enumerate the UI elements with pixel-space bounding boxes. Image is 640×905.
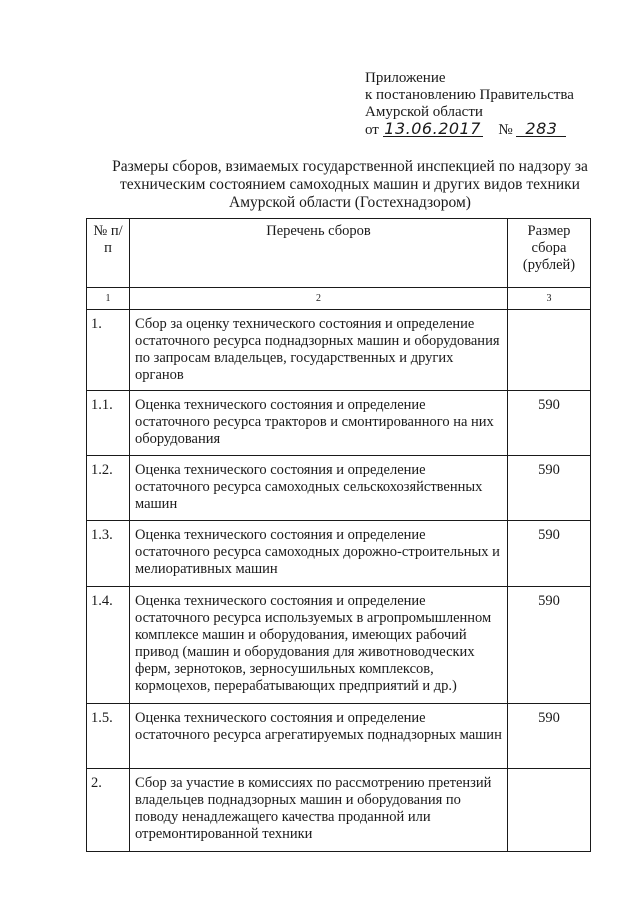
row-number: 1.3. bbox=[87, 521, 130, 587]
appendix-block bbox=[365, 70, 574, 139]
table-row bbox=[87, 769, 591, 852]
row-amount bbox=[508, 310, 591, 391]
row-fee-name: Сбор за участие в комиссиях по рассмотрению претензий владельцев поднадзорных машин и оборудования по поводу ненадлежащего качества проданной или отремонтированной техники bbox=[130, 769, 508, 852]
appendix-line-3: Амурской области bbox=[365, 104, 483, 120]
row-amount: 590 bbox=[508, 704, 591, 769]
column-index-2: 2 bbox=[130, 288, 508, 310]
handwritten-number: 283 bbox=[516, 121, 566, 137]
appendix-date-line bbox=[365, 121, 574, 139]
row-amount: 590 bbox=[508, 521, 591, 587]
row-number: 1.5. bbox=[87, 704, 130, 769]
column-index-row bbox=[87, 288, 591, 310]
row-fee-name: Оценка технического состояния и определение остаточного ресурса используемых в агропромышленном комплексе машин и оборудования, имеющих рабочий привод (машин и оборудования для животноводческих ферм, зернотоков, зерносушильных комплексов, кормоцехов, перерабатывающих предприятий и др.) bbox=[130, 587, 508, 704]
row-number: 1. bbox=[87, 310, 130, 391]
table-row bbox=[87, 456, 591, 521]
appendix-line-1: Приложение bbox=[365, 70, 446, 86]
row-fee-name: Сбор за оценку технического состояния и определение остаточного ресурса поднадзорных машин и оборудования по запросам владельцев, государственных и других органов bbox=[130, 310, 508, 391]
row-amount: 590 bbox=[508, 456, 591, 521]
handwritten-date: 13.06.2017 bbox=[384, 119, 481, 138]
appendix-line-2: к постановлению Правительства bbox=[365, 87, 574, 103]
column-index-3: 3 bbox=[508, 288, 591, 310]
row-fee-name: Оценка технического состояния и определение остаточного ресурса самоходных дорожно-строительных и мелиоративных машин bbox=[130, 521, 508, 587]
row-fee-name: Оценка технического состояния и определение остаточного ресурса агрегатируемых поднадзорных машин bbox=[130, 704, 508, 769]
row-number: 1.1. bbox=[87, 391, 130, 456]
row-number: 2. bbox=[87, 769, 130, 852]
row-amount bbox=[508, 769, 591, 852]
header-num: № п/п bbox=[87, 219, 130, 288]
row-fee-name: Оценка технического состояния и определение остаточного ресурса тракторов и смонтированного на них оборудования bbox=[130, 391, 508, 456]
table-row bbox=[87, 587, 591, 704]
number-label: № bbox=[498, 122, 513, 138]
row-amount: 590 bbox=[508, 587, 591, 704]
table-header-row bbox=[87, 219, 591, 288]
fees-table bbox=[86, 218, 591, 852]
row-amount: 590 bbox=[508, 391, 591, 456]
header-amount: Размер сбора (рублей) bbox=[508, 219, 591, 288]
document-title: Размеры сборов, взимаемых государственной инспекцией по надзору за техническим состоянием самоходных машин и других видов техники Амурской области (Гостехнадзором) bbox=[112, 158, 588, 211]
row-number: 1.4. bbox=[87, 587, 130, 704]
column-index-1: 1 bbox=[87, 288, 130, 310]
row-fee-name: Оценка технического состояния и определение остаточного ресурса самоходных сельскохозяйственных машин bbox=[130, 456, 508, 521]
row-number: 1.2. bbox=[87, 456, 130, 521]
table-row bbox=[87, 310, 591, 391]
date-prefix: от bbox=[365, 122, 379, 138]
header-name: Перечень сборов bbox=[130, 219, 508, 288]
table-row bbox=[87, 704, 591, 769]
table-row bbox=[87, 521, 591, 587]
table-row bbox=[87, 391, 591, 456]
